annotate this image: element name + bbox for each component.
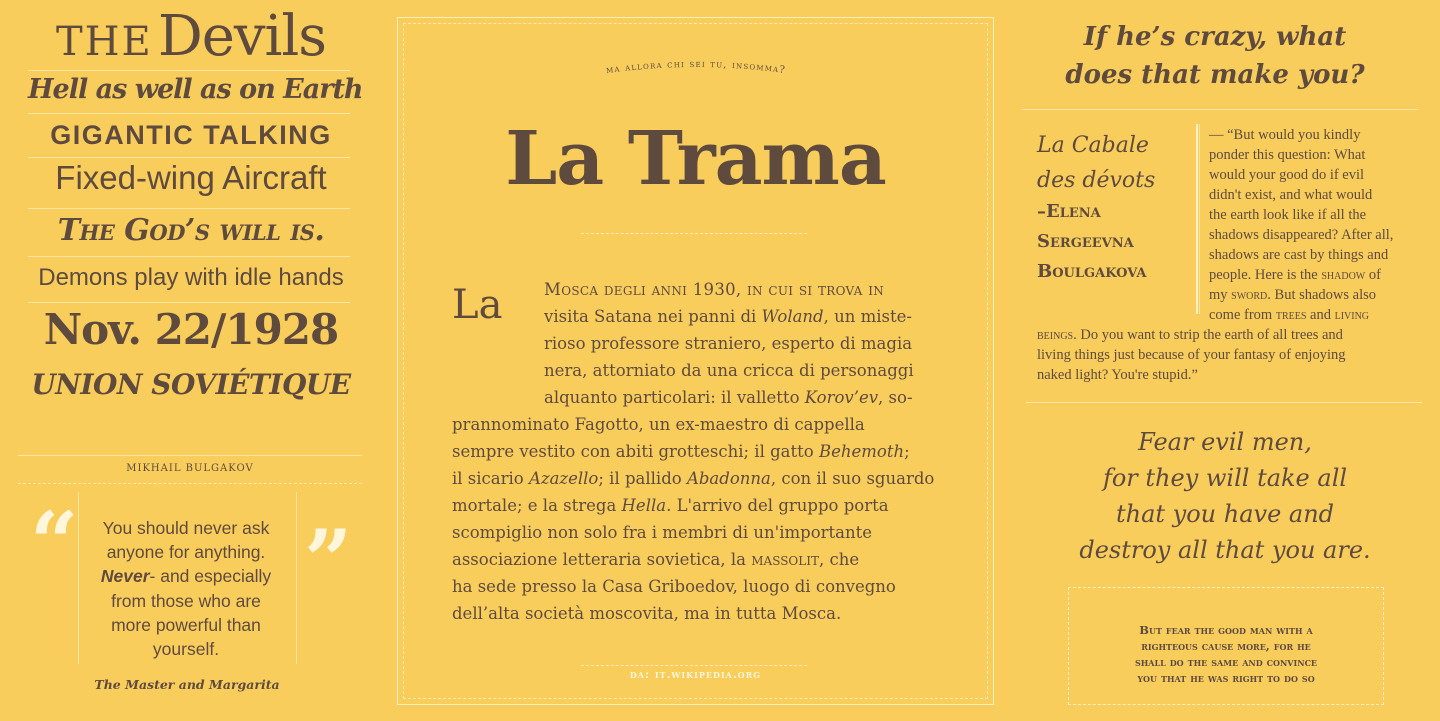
shadow-quote: — “But would you kindly ponder this question: What would your good do if evil didn't exist, and what would the earth look like if all the shadows disappeared? After all, shadows are cast by things and people. Here is the shadow of my sword. But shadows also come from trees and living	[1209, 127, 1394, 323]
center-panel	[397, 17, 994, 705]
body-text: Mosca degli anni 1930, in cui si trova in visita Satana nei panni di Woland, un miste- rioso professore straniero, esperto di magia nera, attorniato da una cricca di personaggi alquanto particolari: il valletto Korov’ev, so-	[544, 280, 914, 407]
fear-quote: Fear evil men, for they will take all that you have and destroy all that you are.	[1079, 428, 1371, 564]
good-man-text: But fear the good man with a righteous cause more, for he shall do the same and convince you that he was right to do so	[1134, 623, 1318, 685]
good-man-box	[1068, 587, 1384, 705]
source-link[interactable]: da: it.wikipedia.org	[629, 668, 762, 681]
line-gigantic: GIGANTIC TALKING	[50, 120, 332, 150]
drop-cap: La	[452, 282, 503, 328]
quote-open-mark: “	[30, 493, 79, 592]
title-the: THE	[55, 19, 153, 65]
line-hell: Hell as well as on Earth	[28, 74, 363, 105]
svg-text:ma allora chi sei tu, insomma?: ma allora chi sei tu, insomma?	[604, 58, 787, 77]
line-aircraft: Fixed-wing Aircraft	[55, 159, 327, 196]
kicker	[398, 52, 993, 86]
kicker-arc	[566, 52, 826, 82]
shadow-quote-cont: beings. Do you want to strip the earth of all trees and living things just because of your fantasy of enjoying naked light? You're stupid.”	[1037, 327, 1346, 383]
line-union: UNION SOVIÉTIQUE	[31, 368, 351, 401]
quote-source: The Master and Margarita	[94, 677, 280, 692]
quote-text: You should never ask anyone for anything. Never- and especially from those who are more powerful than yourself.	[100, 518, 272, 660]
quote-close-mark: ”	[304, 511, 353, 610]
author-label: MIKHAIL BULGAKOV	[126, 463, 254, 474]
right-headline: If he’s crazy, what does that make you?	[1065, 22, 1365, 90]
cabale-title: La Cabale des dévots	[1037, 133, 1156, 193]
line-gods-will: The God’s will is.	[57, 213, 325, 248]
body-text-full: prannominato Fagotto, un ex-maestro di cappella sempre vestito con abiti grotteschi; il gatto Behemoth; il sicario Azazello; il pallido Abadonna, con il suo sguardo mortale; e la strega Hella. L'arrivo del gruppo porta scompiglio non solo fra i membri di un'importante associazione letteraria sovietica, la massolit, che ha sede presso la Casa Griboedov, luogo di convegno dell’alta società moscovita, ma in tutta Mosca.	[452, 415, 935, 623]
title-the-devils	[28, 4, 354, 68]
title-devils: Devils	[157, 4, 327, 69]
quote-divider	[1196, 124, 1200, 314]
main-title: La Trama	[505, 116, 886, 202]
cabale-author: –Elena Sergeevna Boulgakova	[1037, 201, 1147, 282]
line-demons: Demons play with idle hands	[38, 264, 344, 291]
line-date: Nov. 22/1928	[43, 305, 339, 354]
